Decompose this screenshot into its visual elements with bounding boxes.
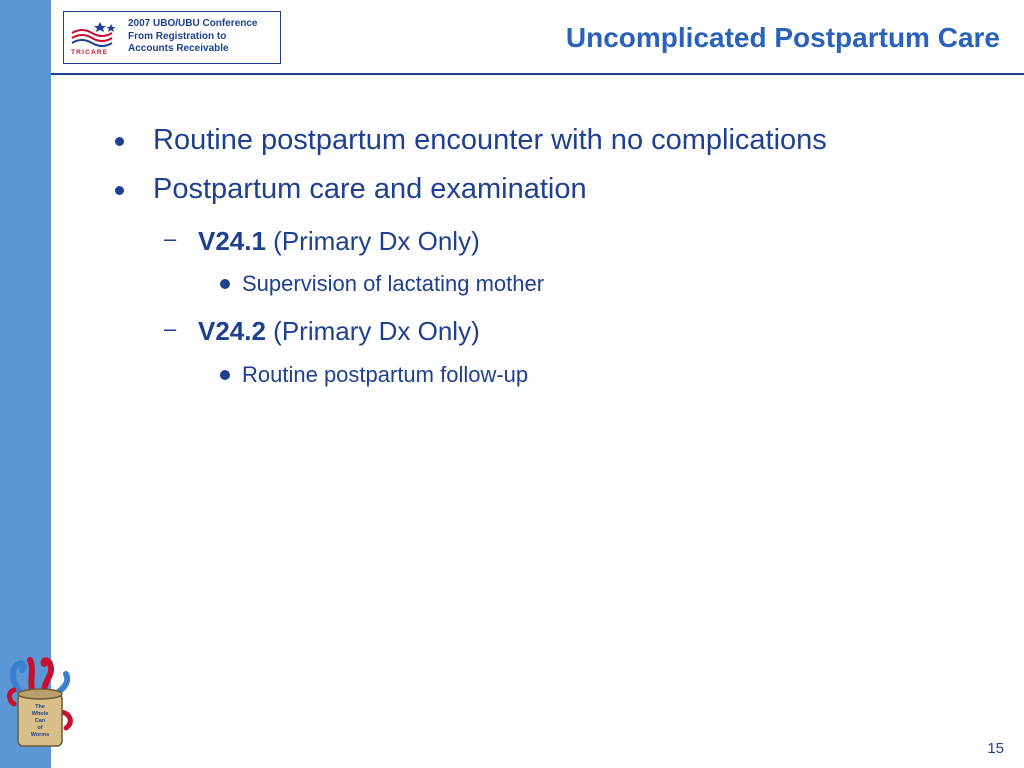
logo-line-2: From Registration to [128,30,227,42]
sub-sub-bullet-item [242,271,544,297]
dash-bullet-icon: – [164,316,177,341]
svg-text:Whole: Whole [31,711,49,717]
bullet-text: Postpartum care and examination [153,173,587,205]
diagnosis-code: V24.2 [198,316,266,346]
can-of-worms-mascot-icon [4,652,76,752]
svg-text:Can: Can [34,718,46,724]
diagnosis-note: (Primary Dx Only) [265,226,480,256]
dash-bullet-icon: – [164,226,177,251]
sub-sub-bullet-item [242,362,528,388]
bullet-dot-icon [220,279,230,289]
svg-text:of: of [37,725,43,731]
conference-logo [63,11,281,64]
bullet-text: Routine postpartum encounter with no complications [153,124,827,156]
diagnosis-code: V24.1 [198,226,266,256]
page-number: 15 [987,740,1004,757]
logo-text [128,18,278,56]
diagnosis-detail: Routine postpartum follow-up [242,362,529,387]
bullet-item [153,124,827,157]
bullet-dot-icon [220,370,230,380]
logo-line-1: 2007 UBO/UBU Conference [128,18,258,29]
diagnosis-detail: Supervision of lactating mother [242,271,545,296]
bullet-item [153,173,587,206]
svg-text:The: The [35,704,45,710]
sub-bullet-item [164,316,480,347]
tricare-logo-icon [70,19,122,57]
diagnosis-note: (Primary Dx Only) [265,316,480,346]
svg-text:TRICARE: TRICARE [71,49,109,56]
bullet-dot-icon [115,137,124,146]
sub-bullet-item [164,226,480,257]
slide-title: Uncomplicated Postpartum Care [565,22,1000,53]
header-divider [51,73,1024,75]
bullet-dot-icon [115,186,124,195]
logo-line-3: Accounts Receivable [128,43,229,54]
svg-text:Worms: Worms [30,732,50,738]
